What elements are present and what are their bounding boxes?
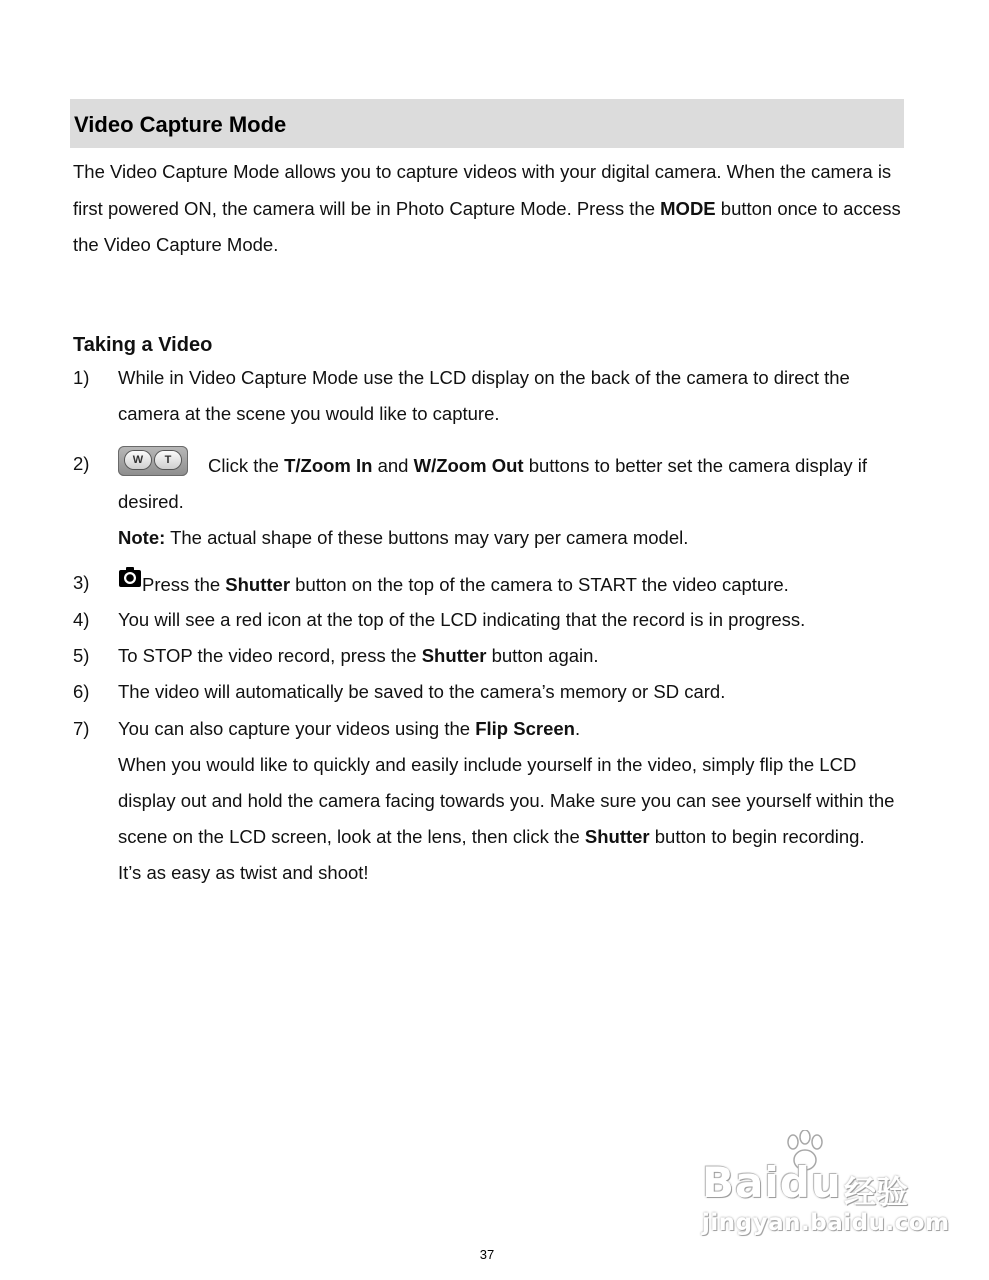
step-paragraph [118, 446, 908, 520]
step-text: button on the top of the camera to START the video capture. [290, 574, 789, 595]
step-text: button to begin recording. [649, 826, 865, 847]
step-text: Click the [208, 455, 285, 476]
step-text: You will see a red icon at the top of the LCD indicating that the record is in progress. [118, 609, 806, 630]
step-paragraph [118, 747, 908, 855]
step-text: . [574, 718, 581, 739]
step-text: The video will automatically be saved to the camera’s memory or SD card. [118, 681, 726, 702]
step-number: 7) [73, 718, 90, 739]
step-text: button again. [486, 645, 599, 666]
intro-text-end: button once to access the Video Capture Mode. [73, 197, 901, 255]
zoom-in-keyword: T/Zoom In [284, 455, 373, 476]
watermark-logo: Baidu [702, 1158, 842, 1207]
camera-icon [118, 565, 142, 589]
step-number: 6) [73, 681, 90, 702]
section-title: Video Capture Mode [74, 112, 287, 137]
shutter-keyword: Shutter [584, 826, 650, 847]
mode-keyword: MODE [660, 197, 716, 219]
baidu-watermark [694, 1130, 950, 1242]
step-text: and [372, 455, 414, 476]
step-number: 3) [73, 572, 90, 593]
page-number: 37 [479, 1247, 495, 1262]
section-header-bar [70, 99, 904, 148]
intro-paragraph [73, 154, 918, 264]
step-text: Press the [142, 574, 226, 595]
step-text: To STOP the video record, press the [118, 645, 422, 666]
note-text: The actual shape of these buttons may vary per camera model. [165, 527, 689, 548]
watermark-url: jingyan.baidu.com [702, 1210, 950, 1236]
shutter-keyword: Shutter [225, 574, 291, 595]
step-text: You can also capture your videos using the [118, 718, 476, 739]
note-label: Note: [118, 527, 166, 548]
intro-text: The Video Capture Mode allows you to capture videos with your digital camera. When the camera is first powered ON, the camera will be in Photo Capture Mode. Press the [73, 161, 892, 219]
note [118, 520, 908, 556]
zoom-w-key: W [125, 451, 151, 469]
step-text: While in Video Capture Mode use the LCD display on the back of the camera to direct the camera at the scene you would like to capture. [118, 367, 850, 424]
step-text: When you would like to quickly and easily include yourself in the video, simply flip the LCD display out and hold the camera facing towards you. Make sure you can see yourself within the scene on the LCD screen, look at the lens, then click the [118, 754, 895, 847]
subsection-title: Taking a Video [73, 334, 213, 356]
zoom-t-key: T [155, 451, 181, 469]
step-number: 5) [73, 645, 90, 666]
zoom-out-keyword: W/Zoom Out [413, 455, 524, 476]
zoom-wt-button-icon [118, 446, 188, 476]
shutter-keyword: Shutter [421, 645, 487, 666]
flip-screen-keyword: Flip Screen [475, 718, 575, 739]
step-paragraph [118, 711, 908, 747]
step-text: buttons to better set the camera display if desired. [118, 455, 868, 512]
step-number: 1) [73, 367, 90, 388]
step-number: 4) [73, 609, 90, 630]
closing-line: It’s as easy as twist and shoot! [118, 862, 369, 883]
watermark-chinese: 经验 [844, 1173, 909, 1211]
step-number: 2) [73, 453, 90, 474]
